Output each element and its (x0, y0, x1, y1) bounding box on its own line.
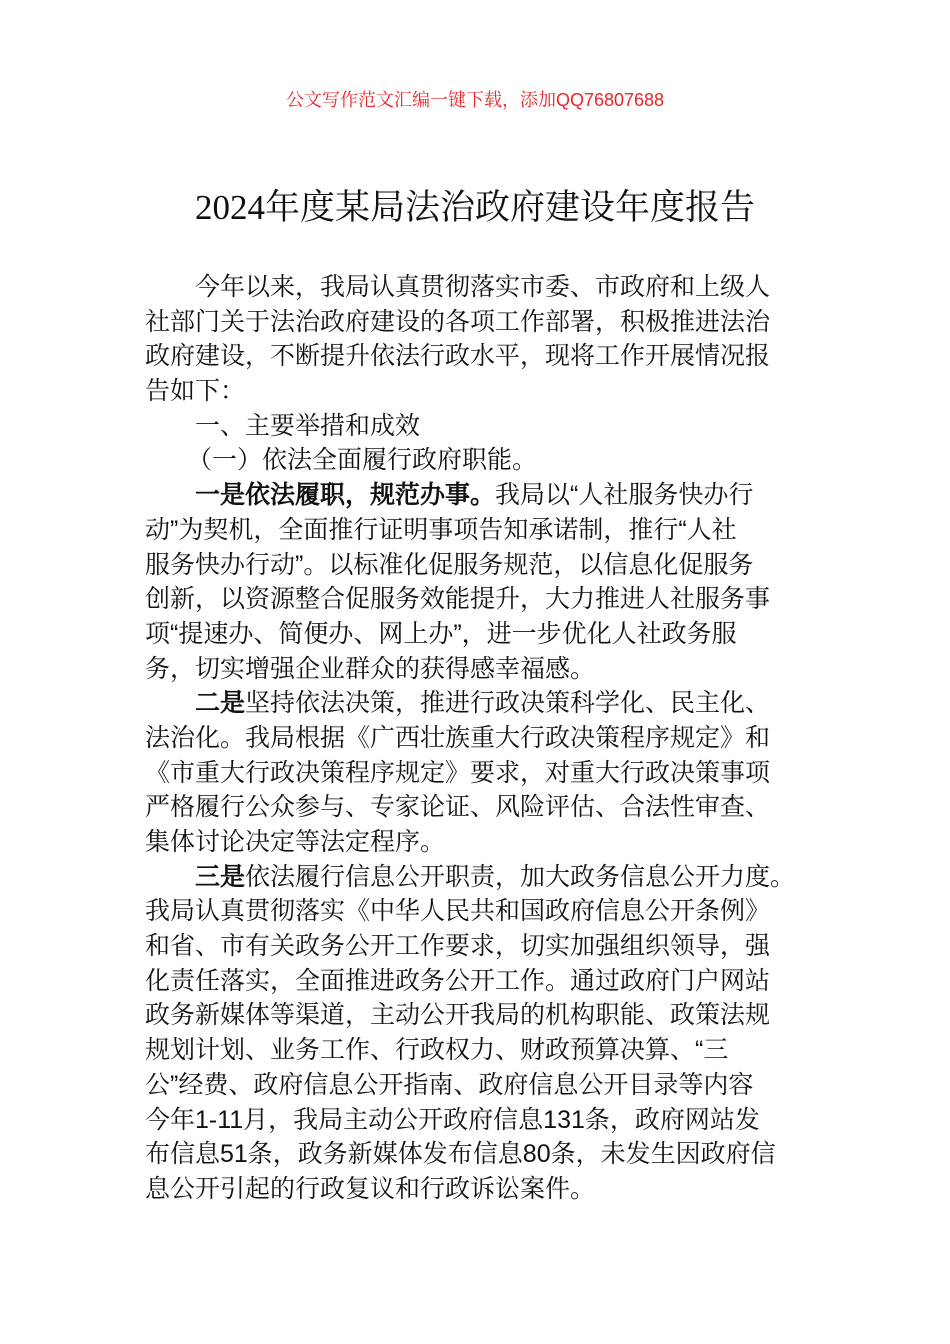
line-text: 公”经费、政府信息公开指南、政府信息公开目录等内容 (145, 1070, 754, 1099)
line-text: 规划计划、业务工作、行政权力、财政预算决算、“三 (145, 1036, 729, 1065)
paragraph-line (145, 1172, 825, 1207)
line-text: 严格履行公众参与、专家论证、风险评估、合法性审查、 (145, 793, 771, 822)
paragraph-line (145, 756, 825, 791)
document-body (145, 270, 825, 1207)
paragraph-line (145, 1137, 825, 1172)
watermark-banner: 公文写作范文汇编一键下载，添加QQ76807688 (285, 90, 665, 110)
paragraph-line (145, 894, 825, 929)
paragraph-line (145, 305, 825, 340)
line-text: 项“提速办、简便办、网上办”，进一步优化人社政务服 (145, 619, 737, 648)
line-text: 今年以来，我局认真贯彻落实市委、市政府和上级人 (195, 273, 771, 301)
paragraph-line (145, 998, 825, 1033)
paragraph-line (145, 478, 825, 513)
paragraph-line (145, 825, 825, 860)
line-text: 告如下： (145, 377, 246, 406)
line-text: （一）依法全面履行政府职能。 (187, 446, 538, 475)
paragraph-line (145, 790, 825, 825)
paragraph-line (145, 409, 825, 444)
bold-lead-text: 一是依法履职，规范办事。 (195, 481, 496, 510)
line-text: 创新，以资源整合促服务效能提升，大力推进人社服务事 (145, 585, 771, 614)
line-text: 息公开引起的行政复议和行政诉讼案件。 (145, 1174, 596, 1203)
line-text: 政务新媒体等渠道，主动公开我局的机构职能、政策法规 (145, 1001, 771, 1030)
paragraph-line (145, 652, 825, 687)
line-text: 政府建设，不断提升依法行政水平，现将工作开展情况报 (145, 342, 771, 371)
paragraph-line (145, 548, 825, 583)
paragraph-line (145, 686, 825, 721)
line-text: 一、主要举措和成效 (195, 411, 421, 440)
line-text: 我局认真贯彻落实《中华人民共和国政府信息公开条例》 (145, 897, 771, 926)
paragraph-line (145, 513, 825, 548)
line-text: 法治化。我局根据《广西壮族重大行政决策程序规定》和 (145, 723, 771, 752)
paragraph-line (145, 721, 825, 756)
paragraph-line (145, 582, 825, 617)
line-text: 布信息51条，政务新媒体发布信息80条，未发生因政府信 (145, 1140, 776, 1169)
paragraph-line (145, 1103, 825, 1138)
paragraph-line (145, 617, 825, 652)
line-text: 《市重大行政决策程序规定》要求，对重大行政决策事项 (145, 758, 771, 787)
line-text: 化责任落实，全面推进政务公开工作。通过政府门户网站 (145, 966, 771, 995)
paragraph-line (145, 374, 825, 409)
paragraph-line (145, 1033, 825, 1068)
paragraph-line (145, 1068, 825, 1103)
paragraph-line (145, 443, 825, 478)
bold-lead-text: 三是 (195, 862, 246, 891)
line-text: 我局以“人社服务快办行 (495, 481, 754, 510)
line-text: 务，切实增强企业群众的获得感幸福感。 (145, 654, 596, 683)
line-text: 依法履行信息公开职责，加大政务信息公开力度。 (245, 862, 796, 891)
line-text: 集体讨论决定等法定程序。 (145, 828, 446, 856)
line-text: 服务快办行动”。以标准化促服务规范，以信息化促服务 (145, 550, 754, 579)
line-text: 社部门关于法治政府建设的各项工作部署，积极推进法治 (145, 307, 771, 336)
paragraph-line (145, 929, 825, 964)
bold-lead-text: 二是 (195, 689, 246, 718)
line-text: 坚持依法决策，推进行政决策科学化、民主化、 (245, 689, 771, 718)
document-title: 2024年度某局法治政府建设年度报告 (194, 188, 755, 227)
paragraph-line (145, 339, 825, 374)
line-text: 今年1-11月，我局主动公开政府信息131条，政府网站发 (145, 1105, 760, 1134)
line-text: 和省、市有关政务公开工作要求，切实加强组织领导，强 (145, 932, 771, 961)
line-text: 动”为契机，全面推行证明事项告知承诺制，推行“人社 (145, 515, 737, 544)
paragraph-line (145, 860, 825, 895)
paragraph-line (145, 964, 825, 999)
paragraph-line (145, 270, 825, 305)
